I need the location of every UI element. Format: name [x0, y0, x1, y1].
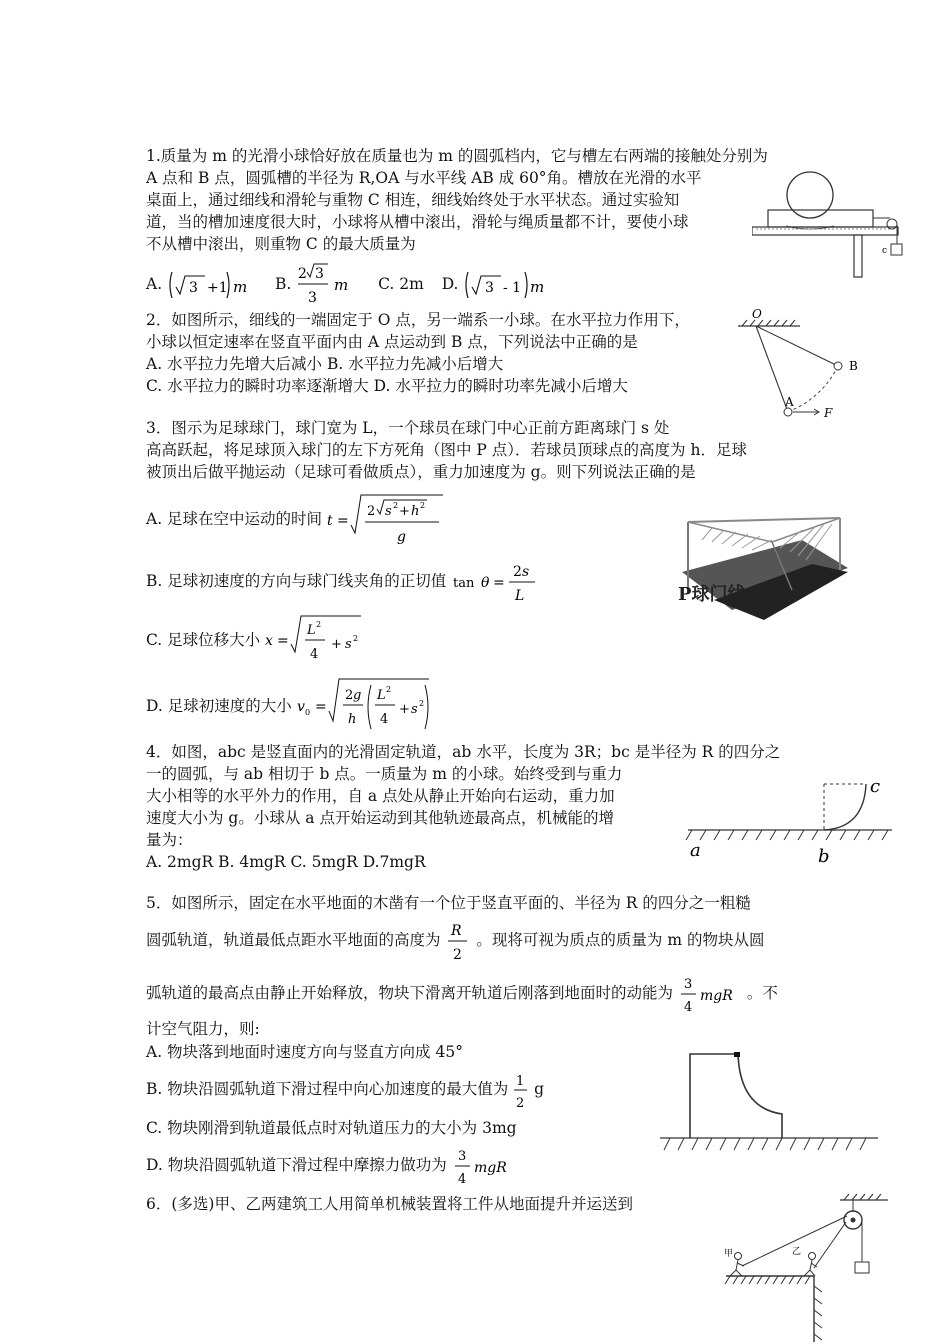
svg-text:+: + — [398, 702, 410, 717]
q5-option-b — [146, 1066, 544, 1112]
q4-line-4: 速度大小为 g。小球从 a 点开始运动到其他轨迹最高点，机械能的增 — [146, 809, 614, 827]
q5-line-1: 5．如图所示，固定在水平地面的木凿有一个位于竖直平面的、半径为 R 的四分之一粗糙 — [146, 894, 751, 912]
q2-figure — [730, 306, 870, 424]
svg-text:0: 0 — [304, 708, 310, 717]
q5-line-4: 计空气阻力，则: — [146, 1020, 260, 1038]
q2-line-3: A. 水平拉力先增大后减小 B. 水平拉力先减小后增大 — [146, 355, 504, 373]
svg-text:2: 2 — [344, 688, 353, 703]
svg-text:3: 3 — [315, 266, 325, 282]
svg-text:3: 3 — [457, 1149, 466, 1164]
q3-option-d-text: D. 足球初速度的大小 — [146, 697, 292, 715]
q3-figure — [672, 510, 854, 632]
q1-option-c: C. 2m — [378, 275, 424, 293]
q4-figure — [684, 770, 896, 870]
q1-options — [146, 262, 543, 308]
svg-text:2: 2 — [516, 1096, 525, 1111]
q5-option-d-text: D. 物块沿圆弧轨道下滑过程中摩擦力做功为 — [146, 1156, 447, 1174]
q5-line-2 — [146, 916, 764, 964]
svg-text:m: m — [334, 276, 349, 294]
svg-text:tan: tan — [453, 576, 475, 591]
q3-option-b-formula — [451, 557, 543, 607]
q3-option-c-text: C. 足球位移大小 — [146, 631, 261, 649]
svg-text:4: 4 — [379, 712, 388, 727]
q1-option-b-label: B. — [274, 275, 292, 293]
svg-text:s: s — [385, 504, 392, 519]
svg-text:mgR: mgR — [473, 1160, 507, 1176]
svg-text:+1: +1 — [207, 280, 228, 296]
q1-option-a-formula — [167, 268, 247, 302]
svg-text:v: v — [296, 699, 305, 715]
q6-line-1: 6．(多选)甲、乙两建筑工人用简单机械装置将工件从地面提升并运送到 — [146, 1195, 633, 1213]
q4-line-2: 一的圆弧，与 ab 相切于 b 点。一质量为 m 的小球。始终受到与重力 — [146, 765, 623, 783]
q5-option-b-text: B. 物块沿圆弧轨道下滑过程中向心加速度的最大值为 — [146, 1080, 509, 1098]
q5-formula-3-4-mgR — [678, 971, 742, 1017]
svg-text:2: 2 — [420, 501, 426, 510]
q1-line-1: 1.质量为 m 的光滑小球恰好放在质量也为 m 的圆弧档内，它与槽左右两端的接触处分别为 — [146, 147, 768, 165]
q1-line-2: A 点和 B 点，圆弧槽的半径为 R,OA 与水平线 AB 成 60°角。槽放在光滑的水平 — [146, 169, 702, 187]
svg-text:2: 2 — [513, 564, 523, 580]
q3-option-c-formula — [265, 612, 365, 670]
svg-text:3: 3 — [485, 280, 495, 296]
svg-text:θ: θ — [481, 575, 490, 591]
svg-text:m: m — [530, 278, 544, 296]
svg-text:2: 2 — [385, 685, 391, 694]
q1-figure-label-c: c — [882, 246, 888, 256]
q3-option-d — [146, 674, 433, 738]
svg-text:4: 4 — [683, 1000, 693, 1015]
q5-figure — [658, 1046, 880, 1156]
svg-text:2: 2 — [418, 699, 424, 708]
svg-text:3: 3 — [308, 290, 318, 306]
q3-figure-label: P球门线 — [678, 584, 746, 605]
svg-text:L: L — [307, 623, 316, 638]
q5-formula-r-over-2 — [445, 917, 471, 965]
q6-figure — [722, 1190, 892, 1344]
q2-figure-label-o: O — [752, 307, 762, 321]
q1-option-d-label: D. — [441, 275, 459, 293]
q3-option-c — [146, 611, 365, 669]
q5-option-d — [146, 1142, 516, 1188]
q2-figure-label-a: A — [785, 395, 794, 409]
q4-figure-label-a: a — [690, 840, 701, 861]
svg-text:t: t — [327, 513, 333, 529]
svg-text:L: L — [515, 588, 525, 604]
q4-line-5: 量为： — [146, 831, 193, 849]
svg-text:s: s — [522, 564, 530, 580]
svg-text:2: 2 — [316, 620, 322, 629]
q3-line-3: 被顶出后做平抛运动（足球可看做质点），重力加速度为 g。则下列说法正确的是 — [146, 463, 696, 481]
q4-figure-label-c: c — [870, 776, 881, 797]
svg-text:2: 2 — [298, 266, 308, 282]
svg-text:4: 4 — [457, 1172, 466, 1187]
q1-line-3: 桌面上，通过细线和滑轮与重物 C 相连，细线始终处于水平状态。通过实验知 — [146, 191, 680, 209]
q3-line-1: 3．图示为足球球门，球门宽为 L，一个球员在球门中心正前方距离球门 s 处 — [146, 419, 670, 437]
svg-text:x: x — [265, 633, 274, 649]
svg-text:1: 1 — [516, 1074, 525, 1089]
q3-option-b-text: B. 足球初速度的方向与球门线夹角的正切值 — [146, 572, 447, 590]
q4-figure-label-b: b — [818, 846, 830, 867]
svg-text:g: g — [352, 688, 361, 703]
q1-figure — [752, 170, 912, 282]
svg-text:s: s — [345, 637, 352, 652]
q1-line-5: 不从槽中滚出，则重物 C 的最大质量为 — [146, 235, 416, 253]
q3-option-a-text: A. 足球在空中运动的时间 — [146, 510, 323, 528]
svg-text:2: 2 — [453, 947, 463, 963]
svg-text:h: h — [411, 504, 420, 519]
q5-option-c: C. 物块刚滑到轨道最低点时对轨道压力的大小为 3mg — [146, 1119, 517, 1137]
svg-text:+: + — [331, 637, 343, 652]
q4-line-3: 大小相等的水平外力的作用，自 a 点处从静止开始向右运动，重力加 — [146, 787, 615, 805]
q5-line-2b: 。现将可视为质点的质量为 m 的物块从圆 — [476, 931, 765, 949]
svg-text:3: 3 — [189, 280, 198, 296]
svg-text:g: g — [397, 529, 406, 545]
svg-text:+: + — [399, 504, 410, 519]
svg-text:R: R — [451, 923, 462, 939]
svg-text:4: 4 — [310, 647, 319, 662]
svg-text:2: 2 — [367, 504, 376, 519]
q3-option-b — [146, 556, 543, 606]
q5-formula-3-4-mgR-d — [452, 1143, 516, 1189]
q5-option-a: A. 物块落到地面时速度方向与竖直方向成 45° — [146, 1043, 463, 1061]
q5-line-2a: 圆弧轨道，轨道最低点距水平地面的高度为 — [146, 931, 441, 949]
svg-text:=: = — [493, 575, 505, 591]
q3-option-d-formula — [297, 675, 433, 739]
q6-figure-label-yi: 乙 — [792, 1247, 802, 1257]
svg-text:- 1: - 1 — [503, 280, 522, 296]
q5-line-3 — [146, 970, 778, 1016]
q2-figure-label-b: B — [849, 359, 858, 373]
svg-text:m: m — [233, 278, 248, 296]
q1-option-a-label: A. — [146, 275, 163, 293]
svg-text:3: 3 — [683, 977, 693, 992]
svg-text:=: = — [277, 633, 289, 649]
q5-line-3a: 弧轨道的最高点由静止开始释放，物块下滑离开轨道后刚落到地面时的动能为 — [146, 984, 674, 1002]
svg-text:2: 2 — [353, 634, 359, 643]
q3-line-2: 高高跃起，将足球顶入球门的左下方死角（图中 P 点）．若球员顶球点的高度为 h．足球 — [146, 441, 747, 459]
q4-line-6: A. 2mgR B. 4mgR C. 5mgR D.7mgR — [146, 853, 426, 871]
svg-text:h: h — [347, 712, 357, 727]
q2-line-2: 小球以恒定速率在竖直平面内由 A 点运动到 B 点，下列说法中正确的是 — [146, 333, 638, 351]
q4-line-1: 4．如图，abc 是竖直面内的光滑固定轨道，ab 水平，长度为 3R；bc 是半径为 R 的四分之 — [146, 743, 781, 761]
svg-text:L: L — [376, 688, 386, 703]
q6-figure-label-jia: 甲 — [724, 1249, 734, 1259]
q1-option-d-formula — [463, 268, 543, 302]
q2-line-1: 2．如图所示，细线的一端固定于 O 点，另一端系一小球。在水平拉力作用下， — [146, 311, 690, 329]
q5-line-3b: 。不 — [746, 984, 778, 1002]
q2-line-4: C. 水平拉力的瞬时功率逐渐增大 D. 水平拉力的瞬时功率先减小后增大 — [146, 377, 628, 395]
svg-text:s: s — [410, 702, 418, 717]
q5-option-b-tail: g — [534, 1080, 545, 1098]
q5-formula-1-2 — [513, 1067, 529, 1113]
q3-option-a-formula — [327, 489, 447, 551]
svg-text:2: 2 — [393, 501, 399, 510]
svg-text:=: = — [337, 513, 349, 529]
q3-option-a — [146, 489, 447, 551]
svg-text:mgR: mgR — [699, 988, 733, 1004]
q1-line-4: 道，当的槽加速度很大时，小球将从槽中滚出，滑轮与绳质量都不计，要使小球 — [146, 213, 689, 231]
q2-figure-label-f: F — [824, 406, 833, 420]
svg-text:=: = — [314, 699, 327, 715]
q1-option-b-formula — [296, 262, 354, 308]
